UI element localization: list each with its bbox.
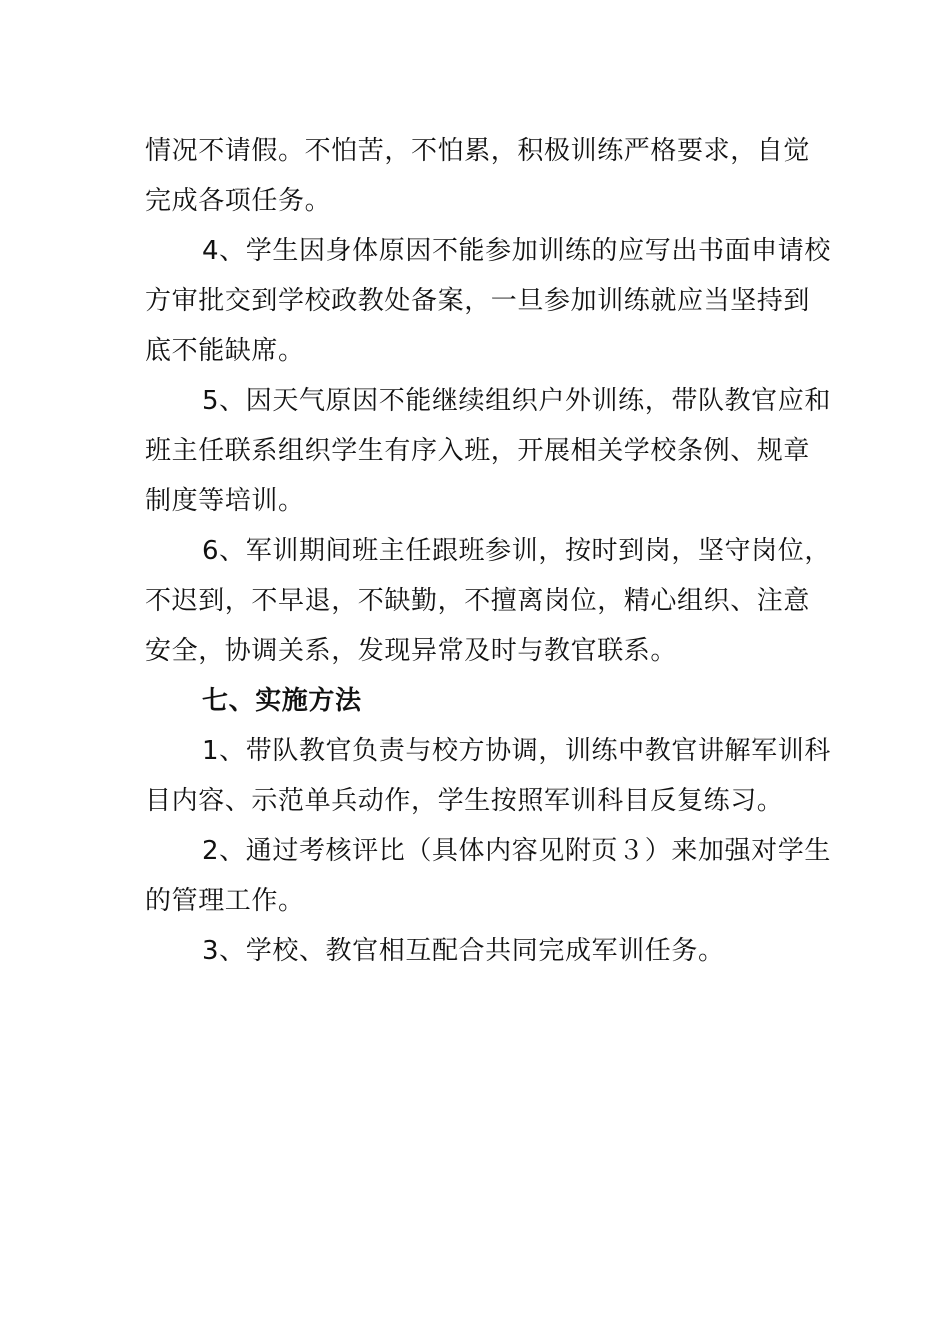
paragraph-line: 安全，协调关系，发现异常及时与教官联系。 [145,636,678,666]
paragraph-line: 目内容、示范单兵动作，学生按照军训科目反复练习。 [145,786,784,816]
paragraph-line: 方审批交到学校政教处备案，一旦参加训练就应当坚持到 [145,286,811,316]
item-6-line: 6、军训期间班主任跟班参训，按时到岗，坚守岗位， [202,536,831,566]
paragraph-line: 底不能缺席。 [145,336,305,366]
item-5-line: 5、因天气原因不能继续组织户外训练，带队教官应和 [202,386,831,416]
section-heading: 七、实施方法 [202,686,362,716]
paragraph-line: 情况不请假。不怕苦，不怕累，积极训练严格要求，自觉 [145,136,811,166]
item-3-line: 3、学校、教官相互配合共同完成军训任务。 [202,936,725,966]
paragraph-line: 的管理工作。 [145,886,305,916]
item-4-line: 4、学生因身体原因不能参加训练的应写出书面申请校 [202,236,831,266]
item-1-line: 1、带队教官负责与校方协调，训练中教官讲解军训科 [202,736,831,766]
paragraph-line: 完成各项任务。 [145,186,332,216]
item-2-line: 2、通过考核评比（具体内容见附页３）来加强对学生 [202,836,831,866]
paragraph-line: 制度等培训。 [145,486,305,516]
paragraph-line: 班主任联系组织学生有序入班，开展相关学校条例、规章 [145,436,811,466]
paragraph-line: 不迟到，不早退，不缺勤，不擅离岗位，精心组织、注意 [145,586,811,616]
